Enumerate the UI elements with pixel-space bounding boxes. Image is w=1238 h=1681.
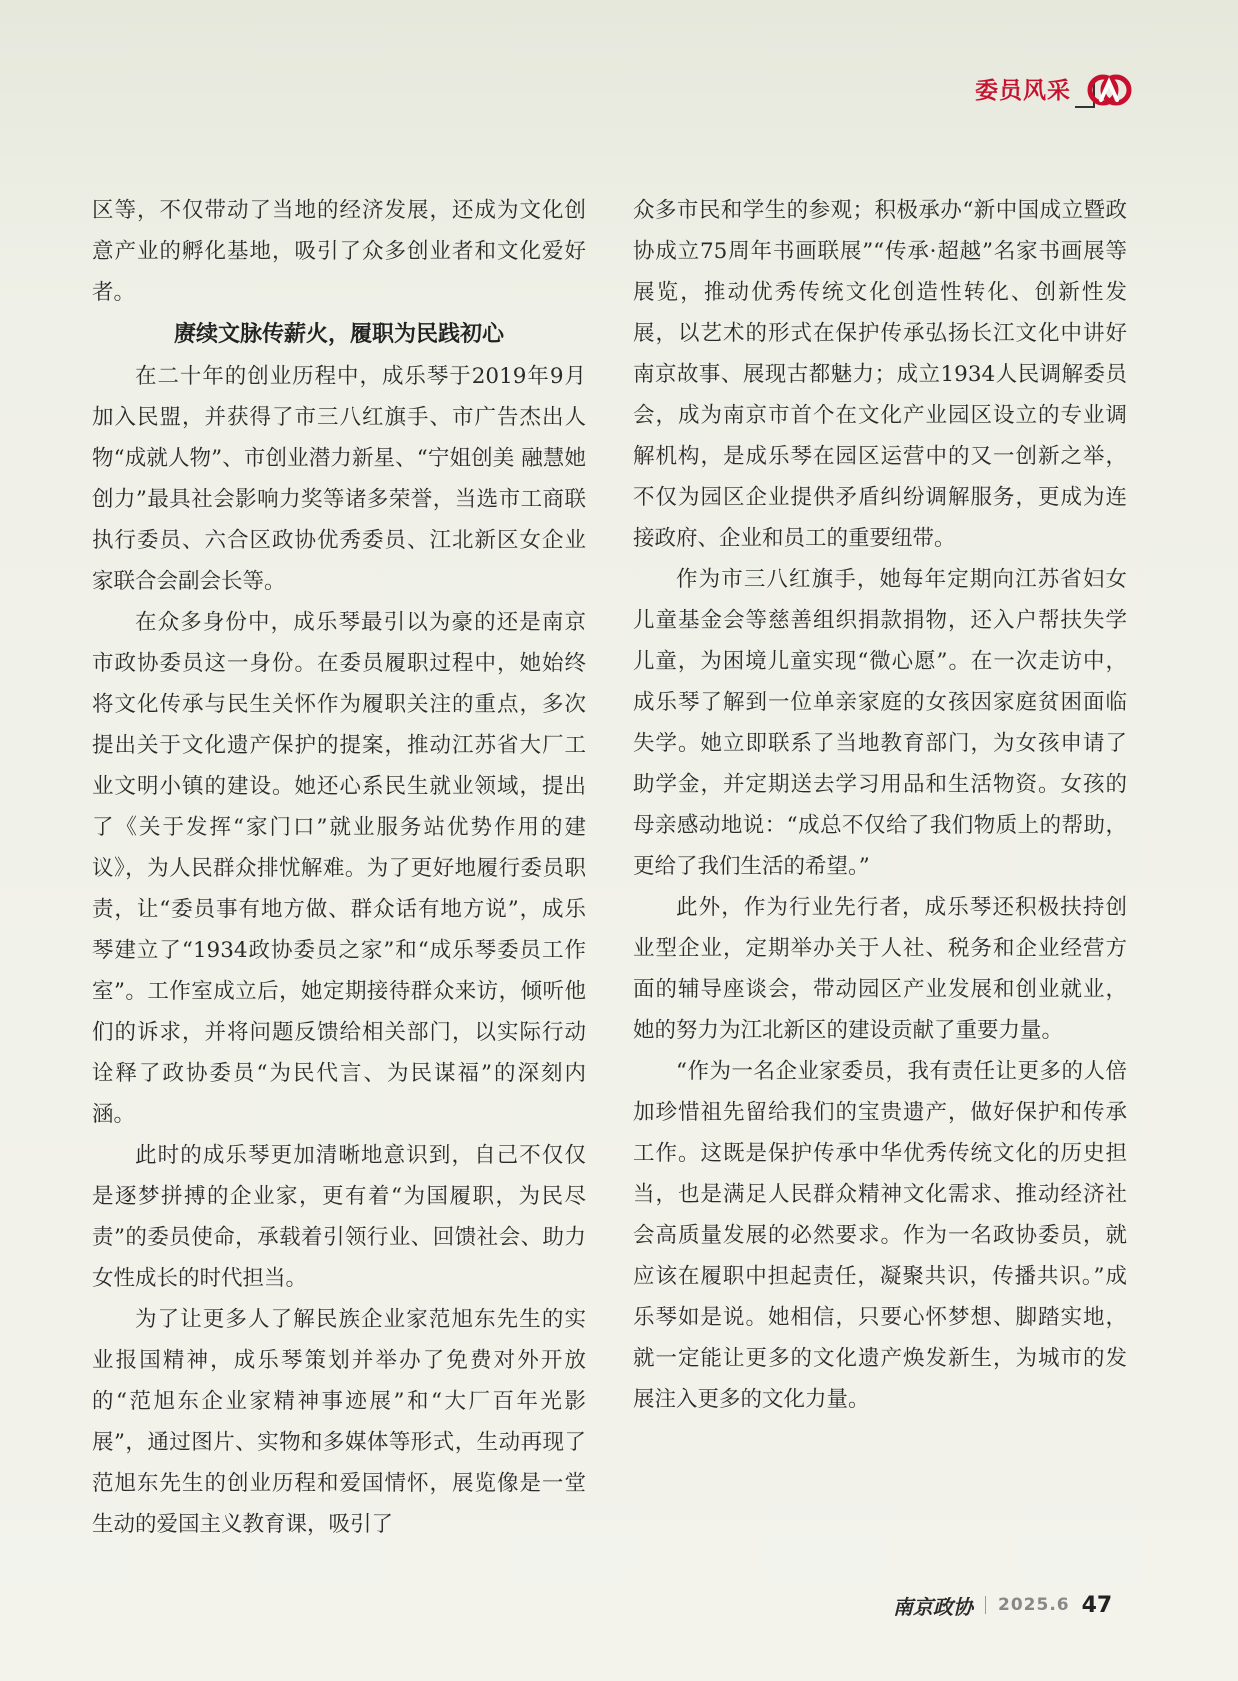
paragraph: 在众多身份中，成乐琴最引以为豪的还是南京市政协委员这一身份。在委员履职过程中，她始终将文化传承与民生关怀作为履职关注的重点，多次提出关于文化遗产保护的提案，推动江苏省大厂工业文明小镇的建设。她还心系民生就业领域，提出了《关于发挥“家门口”就业服务站优势作用的建议》，为人民群众排忧解难。为了更好地履行委员职责，让“委员事有地方做、群众话有地方说”，成乐琴建立了“1934政协委员之家”和“成乐琴委员工作室”。工作室成立后，她定期接待群众来访，倾听他们的诉求，并将问题反馈给相关部门，以实际行动诠释了政协委员“为民代言、为民谋福”的深刻内涵。: [92, 610, 586, 1127]
footer-divider: [985, 1596, 986, 1614]
rings-emblem-icon: [1087, 70, 1133, 110]
section-badge: [975, 66, 1145, 112]
page-footer: [893, 1585, 1112, 1625]
paragraph: “作为一名企业家委员，我有责任让更多的人倍加珍惜祖先留给我们的宝贵遗产，做好保护和传承工作。这既是保护传承中华优秀传统文化的历史担当，也是满足人民群众精神文化需求、推动经济社会高质量发展的必然要求。作为一名政协委员，就应该在履职中担起责任，凝聚共识，传播共识。”成乐琴如是说。她相信，只要心怀梦想、脚踏实地，就一定能让更多的文化遗产焕发新生，为城市的发展注入更多的文化力量。: [633, 1059, 1127, 1412]
issue-date: 2025.6: [998, 1595, 1070, 1615]
paragraph: 众多市民和学生的参观；积极承办“新中国成立暨政协成立75周年书画联展”“传承·超越”名家书画展等展览，推动优秀传统文化创造性转化、创新性发展，以艺术的形式在保护传承弘扬长江文化中讲好南京故事、展现古都魅力；成立1934人民调解委员会，成为南京市首个在文化产业园区设立的专业调解机构，是成乐琴在园区运营中的又一创新之举，不仅为园区企业提供矛盾纠纷调解服务，更成为连接政府、企业和员工的重要纽带。: [633, 198, 1127, 551]
paragraph: 区等，不仅带动了当地的经济发展，还成为文化创意产业的孵化基地，吸引了众多创业者和文化爱好者。: [92, 198, 586, 305]
paragraph: 作为市三八红旗手，她每年定期向江苏省妇女儿童基金会等慈善组织捐款捐物，还入户帮扶失学儿童，为困境儿童实现“微心愿”。在一次走访中，成乐琴了解到一位单亲家庭的女孩因家庭贫困面临失学。她立即联系了当地教育部门，为女孩申请了助学金，并定期送去学习用品和生活物资。女孩的母亲感动地说：“成总不仅给了我们物质上的帮助，更给了我们生活的希望。”: [633, 567, 1127, 879]
paragraph: 此时的成乐琴更加清晰地意识到，自己不仅仅是逐梦拼搏的企业家，更有着“为国履职，为民尽责”的委员使命，承载着引领行业、回馈社会、助力女性成长的时代担当。: [92, 1143, 586, 1291]
paragraph: 为了让更多人了解民族企业家范旭东先生的实业报国精神，成乐琴策划并举办了免费对外开放的“范旭东企业家精神事迹展”和“大厂百年光影展”，通过图片、实物和多媒体等形式，生动再现了范旭东先生的创业历程和爱国情怀，展览像是一堂生动的爱国主义教育课，吸引了: [92, 1307, 586, 1537]
magazine-brand: 南京政协: [893, 1594, 973, 1619]
paragraph: 此外，作为行业先行者，成乐琴还积极扶持创业型企业，定期举办关于人社、税务和企业经营方面的辅导座谈会，带动园区产业发展和创业就业，她的努力为江北新区的建设贡献了重要力量。: [633, 895, 1127, 1043]
page-number: 47: [1081, 1592, 1113, 1618]
section-heading: 赓续文脉传薪火，履职为民践初心: [173, 322, 504, 347]
right-column: [633, 190, 1127, 1420]
paragraph: 在二十年的创业历程中，成乐琴于2019年9月加入民盟，并获得了市三八红旗手、市广告杰出人物“成就人物”、市创业潜力新星、“宁姐创美 融慧她创力”最具社会影响力奖等诸多荣誉，当选市工商联执行委员、六合区政协优秀委员、江北新区女企业家联合会副会长等。: [92, 364, 586, 594]
section-title: 委员风采: [975, 78, 1071, 104]
left-column: [92, 190, 586, 1545]
